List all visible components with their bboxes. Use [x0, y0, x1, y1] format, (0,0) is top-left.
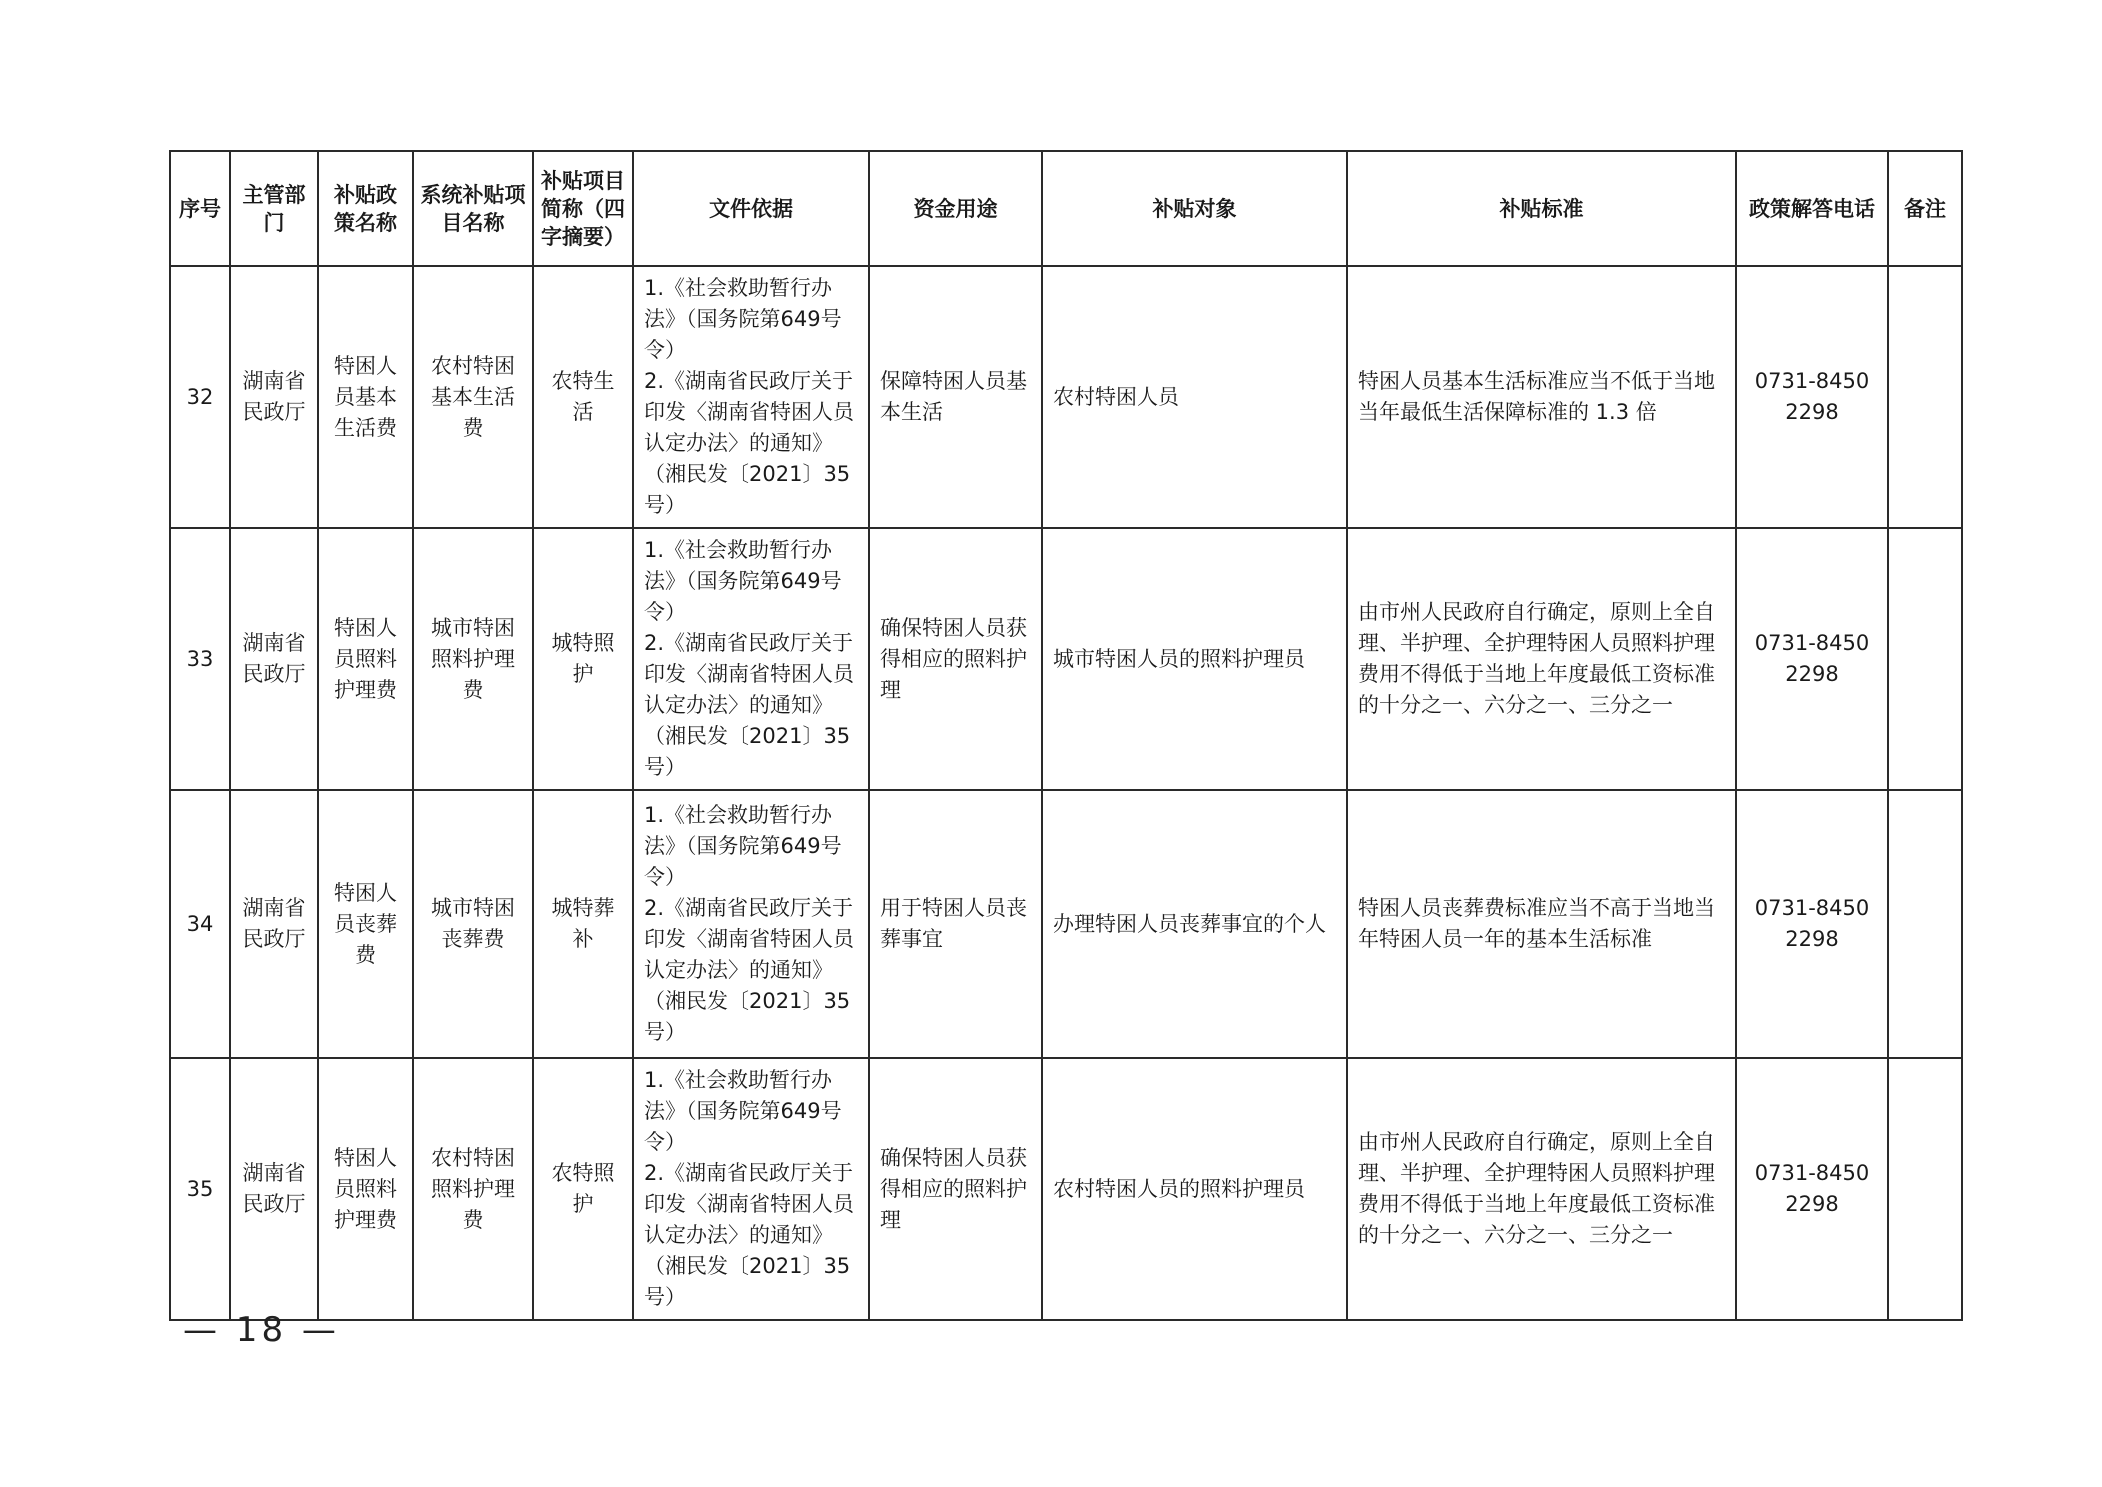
cell-basis — [633, 790, 869, 1058]
cell-dept: 湖南省民政厅 — [230, 266, 318, 528]
cell-seq: 33 — [170, 528, 230, 790]
basis-line: 1.《社会救助暂行办法》（国务院第649号令） — [644, 276, 842, 362]
header-item: 系统补贴项目名称 — [413, 151, 533, 266]
cell-seq: 32 — [170, 266, 230, 528]
header-seq: 序号 — [170, 151, 230, 266]
cell-policy: 特困人员照料护理费 — [318, 1058, 413, 1320]
cell-item: 农村特困基本生活费 — [413, 266, 533, 528]
basis-line: 2.《湖南省民政厅关于印发〈湖南省特困人员认定办法〉的通知》（湘民发〔2021〕35号） — [644, 369, 854, 517]
cell-abbr: 农特照护 — [533, 1058, 633, 1320]
cell-abbr: 城特葬补 — [533, 790, 633, 1058]
cell-policy: 特困人员照料护理费 — [318, 528, 413, 790]
table-header-row — [170, 151, 1962, 266]
header-abbr: 补贴项目简称（四字摘要） — [533, 151, 633, 266]
table-row — [170, 1058, 1962, 1320]
cell-dept: 湖南省民政厅 — [230, 528, 318, 790]
header-basis: 文件依据 — [633, 151, 869, 266]
cell-basis — [633, 1058, 869, 1320]
cell-standard: 特困人员丧葬费标准应当不高于当地当年特困人员一年的基本生活标准 — [1347, 790, 1736, 1058]
basis-line: 1.《社会救助暂行办法》（国务院第649号令） — [644, 538, 842, 624]
cell-policy: 特困人员基本生活费 — [318, 266, 413, 528]
cell-usage: 确保特困人员获得相应的照料护理 — [869, 1058, 1042, 1320]
cell-target: 农村特困人员的照料护理员 — [1042, 1058, 1347, 1320]
basis-line: 2.《湖南省民政厅关于印发〈湖南省特困人员认定办法〉的通知》（湘民发〔2021〕35号） — [644, 896, 854, 1044]
phone-part: 0731-8450 — [1754, 1161, 1870, 1185]
cell-phone — [1736, 528, 1888, 790]
cell-abbr: 农特生活 — [533, 266, 633, 528]
cell-phone — [1736, 790, 1888, 1058]
cell-target: 办理特困人员丧葬事宜的个人 — [1042, 790, 1347, 1058]
cell-basis — [633, 266, 869, 528]
phone-part: 0731-8450 — [1754, 369, 1870, 393]
phone-part: 2298 — [1785, 1192, 1839, 1216]
basis-line: 1.《社会救助暂行办法》（国务院第649号令） — [644, 803, 842, 889]
header-phone: 政策解答电话 — [1736, 151, 1888, 266]
table-row — [170, 790, 1962, 1058]
cell-phone — [1736, 266, 1888, 528]
cell-remark — [1888, 266, 1962, 528]
cell-remark — [1888, 790, 1962, 1058]
cell-abbr: 城特照护 — [533, 528, 633, 790]
cell-usage: 保障特困人员基本生活 — [869, 266, 1042, 528]
table-row — [170, 266, 1962, 528]
header-remark: 备注 — [1888, 151, 1962, 266]
cell-standard: 特困人员基本生活标准应当不低于当地当年最低生活保障标准的 1.3 倍 — [1347, 266, 1736, 528]
header-dept: 主管部门 — [230, 151, 318, 266]
cell-dept: 湖南省民政厅 — [230, 1058, 318, 1320]
basis-line: 2.《湖南省民政厅关于印发〈湖南省特困人员认定办法〉的通知》（湘民发〔2021〕35号） — [644, 631, 854, 779]
phone-part: 2298 — [1785, 662, 1839, 686]
cell-item: 农村特困照料护理费 — [413, 1058, 533, 1320]
cell-remark — [1888, 1058, 1962, 1320]
phone-part: 2298 — [1785, 400, 1839, 424]
cell-target: 城市特困人员的照料护理员 — [1042, 528, 1347, 790]
cell-target: 农村特困人员 — [1042, 266, 1347, 528]
header-policy: 补贴政策名称 — [318, 151, 413, 266]
cell-remark — [1888, 528, 1962, 790]
basis-line: 1.《社会救助暂行办法》（国务院第649号令） — [644, 1068, 842, 1154]
cell-seq: 34 — [170, 790, 230, 1058]
subsidy-policy-table — [169, 150, 1963, 1321]
phone-part: 0731-8450 — [1754, 631, 1870, 655]
header-standard: 补贴标准 — [1347, 151, 1736, 266]
basis-line: 2.《湖南省民政厅关于印发〈湖南省特困人员认定办法〉的通知》（湘民发〔2021〕35号） — [644, 1161, 854, 1309]
cell-dept: 湖南省民政厅 — [230, 790, 318, 1058]
header-target: 补贴对象 — [1042, 151, 1347, 266]
cell-usage: 用于特困人员丧葬事宜 — [869, 790, 1042, 1058]
cell-item: 城市特困照料护理费 — [413, 528, 533, 790]
cell-standard: 由市州人民政府自行确定，原则上全自理、半护理、全护理特困人员照料护理费用不得低于当地上年度最低工资标准的十分之一、六分之一、三分之一 — [1347, 1058, 1736, 1320]
cell-basis — [633, 528, 869, 790]
table-row — [170, 528, 1962, 790]
phone-part: 2298 — [1785, 927, 1839, 951]
cell-item: 城市特困丧葬费 — [413, 790, 533, 1058]
cell-phone — [1736, 1058, 1888, 1320]
cell-policy: 特困人员丧葬费 — [318, 790, 413, 1058]
cell-standard: 由市州人民政府自行确定，原则上全自理、半护理、全护理特困人员照料护理费用不得低于当地上年度最低工资标准的十分之一、六分之一、三分之一 — [1347, 528, 1736, 790]
header-usage: 资金用途 — [869, 151, 1042, 266]
page-number: — 18 — — [183, 1310, 340, 1350]
cell-usage: 确保特困人员获得相应的照料护理 — [869, 528, 1042, 790]
phone-part: 0731-8450 — [1754, 896, 1870, 920]
cell-seq: 35 — [170, 1058, 230, 1320]
